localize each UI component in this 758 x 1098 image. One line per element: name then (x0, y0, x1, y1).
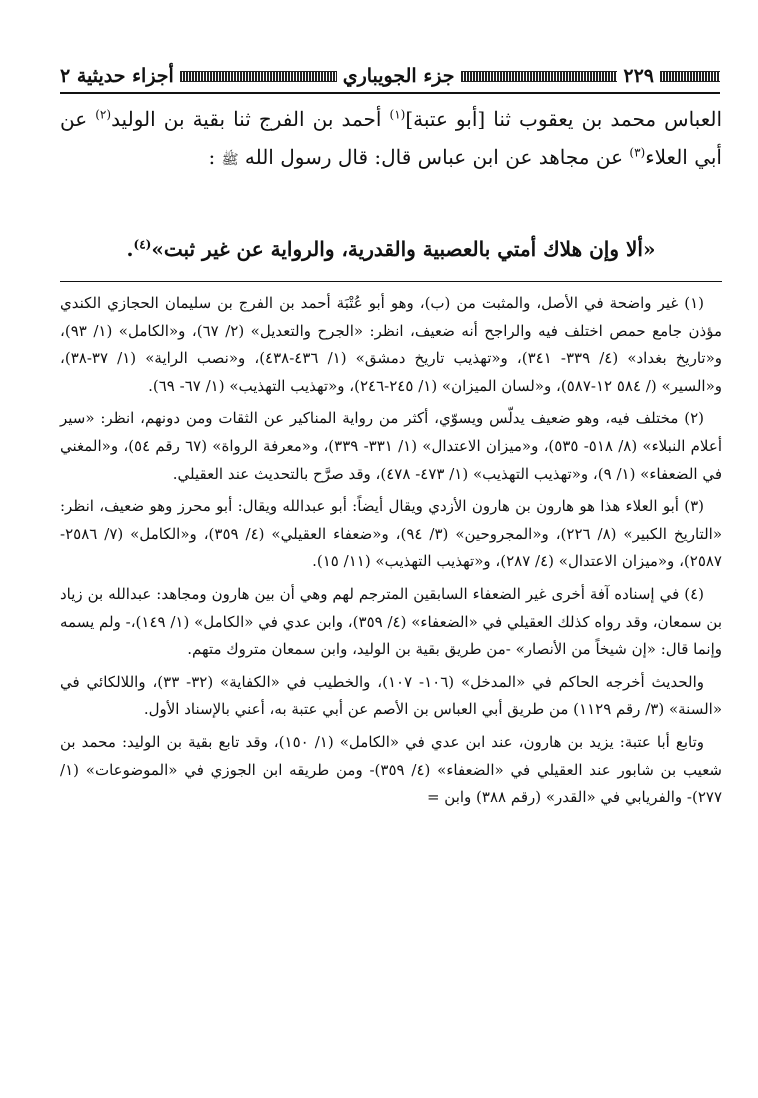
footnote-ref-2[interactable]: (٢) (95, 107, 112, 122)
footnote-4: (٤) في إسناده آفة أخرى غير الضعفاء السابقين المترجم لهم وهي أن بين هارون ومجاهد: عبدالله بن زياد بن سمعان، وقد رواه كذلك العقيلي في «الضعفاء» (٤/ ٣٥٩)، وابن عدي في «الكامل» (١/ ١٤٩)،- ولم يسمه وإنما قال: «إن شيخاً من الأنصار» -من طريق بقية بن الوليد، وابن سمعان متروك متهم. (60, 584, 722, 659)
section-title: جزء الجويباري (342, 65, 455, 87)
running-header (60, 62, 720, 90)
header-ornament-bar (660, 71, 720, 82)
footnote-divider (60, 281, 722, 282)
book-title: أجزاء حديثية ٢ (60, 65, 174, 87)
quote-end: . (126, 237, 134, 261)
footnote-2: (٢) مختلف فيه، وهو ضعيف يدلّس ويسوّي، أكثر من رواية المناكير عن الثقات ومن دونهم، انظر: «سير أعلام النبلاء» (٨/ ٥١٨- ٥٣٥)، و«ميزان الاعتدال» (١/ ٣٣١- ٣٣٩)، و«معرفة الرواة» (٦٧ رقم ٥٤)، و«المغني في الضعفاء» (١/ ٩)، و«تهذيب التهذيب» (١/ ٤٧٣- ٤٧٨)، وقد صرَّح بالتحديث عند العقيلي. (60, 409, 722, 483)
main-text (60, 100, 722, 179)
main-text-segment: عن مجاهد عن ابن عباس قال: قال رسول الله (238, 145, 630, 169)
footnote-ref-3[interactable]: (٣) (629, 145, 646, 160)
main-text-segment: العباس محمد بن يعقوب ثنا [أبو عتبة] (405, 107, 723, 131)
hadith-quote (60, 232, 722, 266)
footnotes (60, 290, 722, 817)
footnote-ref-1[interactable]: (١) (389, 107, 406, 122)
header-ornament-bar (180, 71, 337, 82)
footnote-ref-4[interactable]: (٤) (133, 237, 152, 252)
page-number: ٢٢٩ (623, 65, 654, 87)
footnote-4-continued: وتابع أبا عتبة: يزيد بن هارون، عند ابن عدي في «الكامل» (١/ ١٥٠)، وقد تابع بقية بن الوليد: محمد بن شعيب بن شابور عند العقيلي في «الضعفاء» (٤/ ٣٥٩)- ومن طريقه ابن الجوزي في «الموضوعات» (١/ ٢٧٧)- والفريابي في «القدر» (رقم ٣٨٨) وابن = (60, 732, 722, 807)
footnote-3: (٣) أبو العلاء هذا هو هارون بن هارون الأزدي ويقال أيضاً: أبو عبدالله ويقال: أبو محرز وهو ضعيف، انظر: «التاريخ الكبير» (٨/ ٢٢٦)، و«المجروحين» (٣/ ٩٤)، و«ضعفاء العقيلي» (٤/ ٣٥٩)، و«الكامل» (٧/ ٢٥٨٦- ٢٥٨٧)، و«ميزان الاعتدال» (٤/ ٢٨٧)، و«تهذيب التهذيب» (١١/ ١٥). (60, 497, 722, 571)
footnote-4-continued: والحديث أخرجه الحاكم في «المدخل» (١٠٦- ١٠٧)، والخطيب في «الكفاية» (٣٢- ٣٣)، واللالكائي في «السنة» (٣/ رقم ١١٢٩) من طريق أبي العباس بن الأصم عن أبي عتبة به، أعني بالإسناد الأول. (60, 672, 722, 719)
main-text-segment: : (208, 145, 216, 169)
main-text-segment: عن أبي العلاء (60, 107, 722, 169)
header-ornament-bar (461, 71, 618, 82)
quote-text: «ألا وإن هلاك أمتي بالعصبية والقدرية، والرواية عن غير ثبت» (151, 237, 656, 261)
footnote-1: (١) غير واضحة في الأصل، والمثبت من (ب)، وهو أبو عُتْبَة أحمد بن الفرج بن سليمان الحجازي الكندي مؤذن جامع حمص اختلف فيه والراجح أنه ضعيف، انظر: «الجرح والتعديل» (٢/ ٦٧)، و«الكامل» (١/ ٩٣)، و«تاريخ بغداد» (٤/ ٣٣٩- ٣٤١)، و«تهذيب تاريخ دمشق» (١/ ٤٣٦-٤٣٨)، و«نصب الراية» (١/ ٣٧-٣٨)، و«السير» (/ ٥٨٤ ١٢-٥٨٧)، و«لسان الميزان» (١/ ٢٤٥-٢٤٦)، و«تهذيب التهذيب» (١/ ٦٧- ٦٩). (60, 294, 723, 395)
header-rule (60, 92, 720, 94)
honorific-glyph: ﷺ (221, 152, 239, 168)
main-text-segment: أحمد بن الفرج ثنا بقية بن الوليد (111, 107, 390, 131)
